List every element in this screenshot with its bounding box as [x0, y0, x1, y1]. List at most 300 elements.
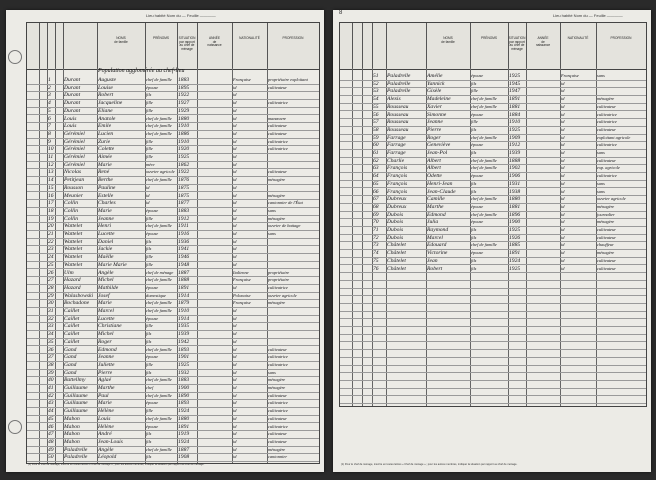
cell-nat: id [233, 377, 237, 383]
cell-annee: 1884 [509, 111, 521, 118]
cell-nat: id [233, 177, 237, 183]
cell-nat: id [233, 92, 237, 98]
cell-annee: 1922 [178, 169, 190, 176]
cell-prenom: Jean-Claude [427, 188, 456, 195]
cell-n: 65 [373, 180, 379, 187]
cell-annee: 1925 [509, 265, 521, 272]
cell-prof: sans [597, 150, 605, 155]
cell-annee: 1900 [178, 385, 190, 391]
cell-n: 18 [48, 207, 54, 214]
cell-nat: id [561, 250, 565, 256]
cell-n: 25 [48, 261, 54, 268]
cell-nom: Châtelet [387, 242, 406, 249]
cell-prenom: Emile [98, 123, 112, 130]
cell-prof: propriétaire exploitant [268, 77, 308, 82]
cell-nat: id [233, 315, 237, 321]
cell-prenom: Auguste [98, 77, 117, 83]
cell-n: 74 [373, 250, 379, 257]
cell-prof: cultivatrice [268, 100, 288, 106]
header-divider [39, 23, 40, 69]
header-divider [97, 23, 98, 69]
cell-n: 1 [48, 77, 51, 83]
left-column-headers [26, 22, 320, 70]
cell-nom: Guillaume [64, 408, 88, 415]
cell-n: 33 [48, 323, 54, 330]
cell-annee: 1926 [509, 234, 521, 241]
cell-sit: fils [146, 431, 152, 437]
cell-annee: 1945 [509, 80, 521, 87]
cell-annee: 1893 [178, 346, 190, 353]
cell-sit: fils [471, 188, 477, 194]
cell-nom: Durant [64, 100, 81, 107]
cell-annee: 1936 [178, 238, 190, 245]
cell-nat: id [233, 130, 237, 136]
cell-n: 10 [48, 146, 54, 153]
cell-annee: 1896 [509, 211, 521, 218]
cell-sit: fils [146, 92, 152, 98]
cell-prof: sans [268, 207, 276, 213]
cell-nat: Italienne [233, 269, 249, 275]
cell-prof: cultivateur [268, 84, 288, 90]
cell-prenom: Estelle [98, 192, 114, 199]
cell-nat: id [561, 126, 565, 132]
cell-annee: 1925 [509, 126, 521, 133]
cell-nat: id [561, 103, 565, 109]
cell-prenom: Marcel [98, 308, 114, 314]
cell-prenom: Pierre [98, 369, 113, 376]
cell-nat: id [233, 454, 237, 460]
cell-nom: Dubois [387, 234, 404, 241]
cell-prenom: Jackie [98, 246, 113, 253]
cell-prenom: Paul [98, 392, 109, 399]
cell-annee: 1885 [509, 242, 521, 249]
left-header-label: PRÉNOMS [152, 36, 170, 40]
cell-sit: fils [471, 150, 477, 155]
cell-annee: 1912 [178, 215, 190, 222]
cell-nom: Mabon [64, 415, 80, 422]
cell-nat: id [561, 196, 565, 202]
header-divider [47, 23, 48, 69]
cell-n: 50 [48, 454, 54, 461]
cell-sit: épouse [146, 207, 159, 213]
header-divider [426, 23, 427, 69]
cell-n: 61 [373, 150, 379, 156]
cell-nat: id [233, 138, 237, 144]
cell-prof: cultivatrice [597, 119, 617, 125]
cell-nom: Guillaume [64, 385, 88, 391]
cell-annee: 1909 [509, 134, 521, 141]
cell-sit: fille [146, 254, 153, 260]
cell-nom: Wattelet [64, 261, 83, 268]
cell-prof: cultivatrice [268, 138, 288, 144]
cell-prof: ménagère [268, 300, 286, 306]
cell-annee: 1895 [178, 84, 190, 91]
cell-sit: épouse [471, 173, 484, 179]
cell-nom: Caillet [64, 331, 80, 338]
cell-nom: Gérémiel [64, 146, 85, 153]
cell-nat: Française [561, 73, 579, 78]
left-page-header: Lieu habité Nom du — Feuille ———— [146, 13, 216, 18]
cell-sit: fille [146, 154, 153, 159]
cell-prenom: Albert [427, 157, 441, 164]
cell-prenom: Angèle [98, 446, 114, 453]
cell-nom: Farrage [387, 142, 406, 149]
cell-n: 59 [373, 134, 379, 141]
cell-sit: chef de famille [146, 123, 172, 129]
cell-sit: fils [471, 234, 477, 240]
cell-annee: 1924 [178, 438, 190, 445]
cell-annee: 1910 [178, 123, 190, 130]
cell-prof: cultivateur [268, 438, 288, 444]
cell-nat: id [233, 84, 237, 90]
cell-n: 3 [48, 92, 51, 99]
cell-prenom: Hélène [98, 423, 114, 430]
cell-prof: ménagère [597, 203, 615, 209]
cell-prenom: Simonne [427, 111, 447, 118]
right-page-header: Lieu habité Nom du — Feuille ———— [553, 13, 623, 18]
cell-nom: Nicolas [64, 169, 82, 176]
cell-prenom: Jean-Louis [98, 438, 123, 445]
cell-nom: Louis [64, 115, 77, 122]
cell-nat: id [233, 438, 237, 444]
cell-nat: id [233, 423, 237, 429]
cell-nom: Rousson [64, 184, 83, 191]
cell-nat: id [233, 169, 237, 175]
cell-sit: chef de famille [146, 223, 172, 229]
cell-nom: Mabon [64, 423, 80, 430]
cell-annee: 1922 [178, 92, 190, 99]
cell-sit: id [146, 184, 150, 190]
cell-annee: 1875 [178, 184, 190, 191]
cell-annee: 1891 [178, 423, 190, 430]
cell-prenom: Roger [98, 338, 112, 345]
cell-prenom: André [98, 431, 112, 438]
cell-prof: cultivateur [597, 257, 617, 263]
cell-prenom: Victorine [427, 250, 448, 257]
cell-nat: id [561, 219, 565, 225]
cell-nat: id [233, 346, 237, 352]
cell-nat: id [233, 107, 237, 113]
cell-sit: chef de famille [146, 130, 172, 136]
cell-nat: id [233, 146, 237, 152]
cell-sit: fils [146, 338, 152, 344]
cell-n: 64 [373, 173, 379, 180]
cell-n: 24 [48, 254, 54, 261]
left-register-table [26, 68, 320, 464]
cell-nat: id [561, 257, 565, 263]
cell-nom: Dubois [387, 227, 404, 233]
cell-nat: id [561, 142, 565, 148]
cell-nat: id [561, 165, 565, 171]
cell-prenom: Aimée [98, 154, 112, 160]
cell-sit: chef de famille [146, 346, 172, 352]
cell-sit: fils [471, 257, 477, 263]
cell-nat: id [233, 392, 237, 398]
cell-sit: épouse [146, 423, 159, 429]
table-row [27, 453, 319, 462]
left-page [6, 10, 324, 472]
cell-nat: id [561, 96, 565, 102]
cell-nat: id [233, 308, 237, 313]
cell-annee: 1876 [178, 177, 190, 184]
cell-prof: cultivatrice [597, 111, 617, 117]
cell-n: 75 [373, 257, 379, 264]
header-divider [560, 23, 561, 69]
left-header-label: PROFESSION [282, 36, 304, 40]
cell-nom: Dubois [387, 211, 404, 218]
header-divider [372, 23, 373, 69]
cell-nom: Gand [64, 369, 77, 376]
cell-prenom: Henri-Jean [427, 180, 453, 187]
cell-prenom: Lucien [98, 130, 114, 137]
cell-annee: 1925 [509, 73, 521, 79]
cell-nom: Dubreux [387, 203, 407, 210]
cell-annee: 1900 [509, 219, 521, 226]
cell-sit: ouvrier agricole [146, 169, 175, 175]
cell-sit: chef de famille [146, 277, 172, 283]
cell-annee: 1908 [178, 454, 190, 461]
cell-prof: ouvrier de battage [268, 223, 301, 229]
cell-nom: Mabon [64, 438, 80, 445]
cell-annee: 1935 [178, 323, 190, 330]
cell-annee: 1927 [178, 100, 190, 107]
cell-nom: Châtelet [387, 257, 406, 264]
cell-annee: 1883 [178, 77, 190, 83]
cell-n: 13 [48, 169, 54, 176]
cell-annee: 1883 [178, 207, 190, 214]
cell-nom: Paladrelle [64, 454, 88, 461]
cell-nat: id [561, 265, 565, 271]
cell-n: 35 [48, 338, 54, 345]
cell-prenom: Jean-Pol [427, 150, 448, 156]
cell-nat: id [233, 338, 237, 344]
cell-n: 17 [48, 200, 54, 207]
cell-annee: 1925 [178, 361, 190, 368]
cell-nat: id [233, 238, 237, 244]
cell-nat: id [233, 261, 237, 267]
cell-prenom: Eliane [98, 107, 113, 114]
cell-n: 40 [48, 377, 54, 384]
cell-prof: journalier [597, 211, 615, 217]
header-divider [55, 23, 56, 69]
cell-nom: Caillet [64, 315, 80, 322]
cell-sit: fils [471, 80, 477, 86]
cell-prof: cultivateur [597, 227, 617, 232]
cell-n: 54 [373, 96, 379, 103]
cell-prenom: Charles [98, 200, 116, 207]
cell-nom: Paladrelle [387, 80, 411, 87]
cell-n: 37 [48, 354, 54, 361]
cell-prenom: Robert [98, 92, 114, 99]
cell-prenom: Roger [427, 134, 441, 141]
cell-n: 21 [48, 231, 54, 237]
cell-annee: 1938 [509, 188, 521, 195]
right-page-number: 8 [339, 10, 343, 16]
cell-annee: 1880 [509, 196, 521, 203]
cell-nat: id [561, 119, 565, 125]
cell-prenom: Albert [427, 165, 441, 172]
cell-nat: id [561, 80, 565, 86]
cell-n: 46 [48, 423, 54, 430]
cell-n: 72 [373, 234, 379, 241]
cell-n: 62 [373, 157, 379, 164]
cell-nat: Française [233, 77, 251, 82]
cell-annee: 1901 [178, 354, 190, 361]
cell-prenom: Jeanne [427, 119, 443, 126]
cell-nat: id [233, 369, 237, 375]
cell-sit: chef de famille [471, 196, 497, 202]
cell-n: 69 [373, 211, 379, 218]
cell-prof: chauffeur [597, 242, 614, 248]
cell-prof: cultivateur [597, 126, 617, 132]
cell-prenom: Jean [427, 257, 438, 264]
cell-sit: chef de famille [146, 377, 172, 383]
cell-prenom: Marthe [427, 203, 444, 210]
cell-annee: 1924 [509, 257, 521, 264]
left-footnote: (1) Pour le chef de ménage, inscrire en toutes lettres « Chef de ménage » ; pour les autres membres, indiquer la situation par rapport au chef de ménage. [28, 462, 205, 466]
cell-nat: Polonaise [233, 292, 251, 298]
cell-nom: Gand [64, 354, 77, 361]
cell-annee: 1924 [178, 408, 190, 415]
cell-nom: Gérémiel [64, 138, 85, 145]
cell-prenom: Jeanne [98, 215, 114, 222]
cell-n: 53 [373, 88, 379, 95]
cell-sit: fille [146, 408, 153, 414]
cell-n: 76 [373, 265, 379, 272]
cell-nom: Durant [64, 77, 81, 83]
cell-annee: 1888 [178, 277, 190, 284]
cell-nat: id [233, 415, 237, 421]
cell-annee: 1931 [509, 180, 521, 187]
cell-annee: 1910 [509, 119, 521, 126]
cell-prenom: Juliette [98, 361, 115, 368]
cell-prof: manœuvre [268, 115, 287, 121]
cell-n: 55 [373, 103, 379, 110]
cell-sit: fils [146, 331, 152, 337]
cell-prof: ménagère [597, 250, 615, 256]
cell-n: 28 [48, 284, 54, 291]
cell-nom: Châtelet [387, 265, 406, 272]
cell-annee: 1910 [178, 308, 190, 314]
left-header-label: ANNÉE de naissance [207, 36, 222, 48]
cell-nom: Dubois [387, 219, 404, 226]
cell-sit: fils [471, 180, 477, 186]
cell-annee: 1914 [178, 315, 190, 322]
cell-nom: Caillet [64, 308, 80, 314]
cell-nat: id [233, 115, 237, 121]
cell-prenom: Julia [427, 219, 439, 226]
cell-n: 9 [48, 138, 51, 145]
cell-sit: id [146, 192, 150, 198]
cell-annee: 1939 [509, 150, 521, 156]
cell-annee: 1947 [509, 88, 521, 95]
cell-annee: 1886 [178, 130, 190, 137]
cell-prenom: Léopold [98, 454, 117, 461]
cell-prof: cultivatrice [268, 423, 288, 429]
cell-nom: Bochadone [64, 300, 90, 307]
cell-nat: Française [233, 300, 251, 306]
header-divider [145, 23, 146, 69]
cell-nat: id [233, 354, 237, 360]
cell-prenom: Odette [427, 173, 442, 180]
cell-sit: épouse [471, 73, 484, 78]
cell-prenom: Daniel [98, 238, 114, 245]
cell-nom: Caillet [64, 323, 80, 330]
cell-n: 51 [373, 73, 379, 79]
cell-nom: Hazard [64, 277, 81, 284]
cell-annee: 1887 [178, 446, 190, 453]
cell-nat: id [233, 361, 237, 367]
cell-sit: fils [471, 227, 477, 232]
cell-nat: id [233, 184, 237, 190]
cell-nom: Ulm [64, 269, 74, 276]
cell-prof: sans [597, 180, 605, 186]
cell-sit: chef de famille [471, 134, 497, 140]
cell-n: 71 [373, 227, 379, 233]
cell-nom: Wattelet [64, 238, 83, 245]
cell-nom: Paladrelle [64, 446, 88, 453]
cell-nat: id [233, 100, 237, 106]
cell-sit: épouse [146, 354, 159, 360]
cell-nom: Rousseau [387, 111, 409, 118]
cell-sit: épouse [471, 250, 484, 256]
cell-sit: épouse [146, 400, 159, 406]
cell-annee: 1887 [178, 269, 190, 276]
cell-nat: id [561, 203, 565, 209]
cell-annee: 1916 [178, 231, 190, 237]
cell-sit: chef de famille [471, 165, 497, 171]
cell-sit: chef de famille [146, 446, 172, 452]
cell-nat: id [561, 150, 565, 155]
cell-n: 44 [48, 408, 54, 415]
binding-hole [8, 420, 22, 434]
cell-sit: fils [146, 246, 152, 252]
cell-prenom: Edmond [98, 346, 117, 353]
cell-annee: 1893 [178, 400, 190, 407]
cell-nom: François [387, 180, 408, 187]
cell-prenom: Camille [427, 196, 445, 203]
cell-nom: Farrage [387, 150, 406, 156]
cell-prof: ménagère [268, 215, 286, 221]
cell-nom: Meunier [64, 192, 83, 199]
cell-sit: fils [471, 265, 477, 271]
cell-annee: 1932 [178, 369, 190, 376]
cell-annee: 1942 [178, 338, 190, 345]
cell-nom: Gérémiel [64, 154, 85, 160]
cell-prenom: Pauline [98, 184, 116, 191]
cell-prof: cultivatrice [597, 142, 617, 148]
cell-n: 56 [373, 111, 379, 118]
cell-prof: cultivateur [268, 123, 288, 129]
cell-annee: 1919 [178, 431, 190, 438]
cell-nom: Caillet [64, 338, 80, 345]
cell-n: 42 [48, 392, 54, 399]
cell-sit: domestique [146, 292, 166, 298]
cell-nom: Farrage [387, 134, 406, 141]
cell-annee: 1906 [509, 173, 521, 180]
cell-nom: Durant [64, 92, 81, 99]
cell-sit: fille [471, 88, 478, 94]
cell-annee: 1879 [178, 300, 190, 307]
cell-prof: cultivateur [268, 346, 288, 352]
cell-sit: id [146, 200, 150, 206]
cell-n: 49 [48, 446, 54, 453]
cell-nat: id [561, 111, 565, 117]
header-divider [267, 23, 268, 69]
header-divider [470, 23, 471, 69]
cell-n: 58 [373, 126, 379, 133]
cell-prenom: Raymond [427, 227, 449, 233]
